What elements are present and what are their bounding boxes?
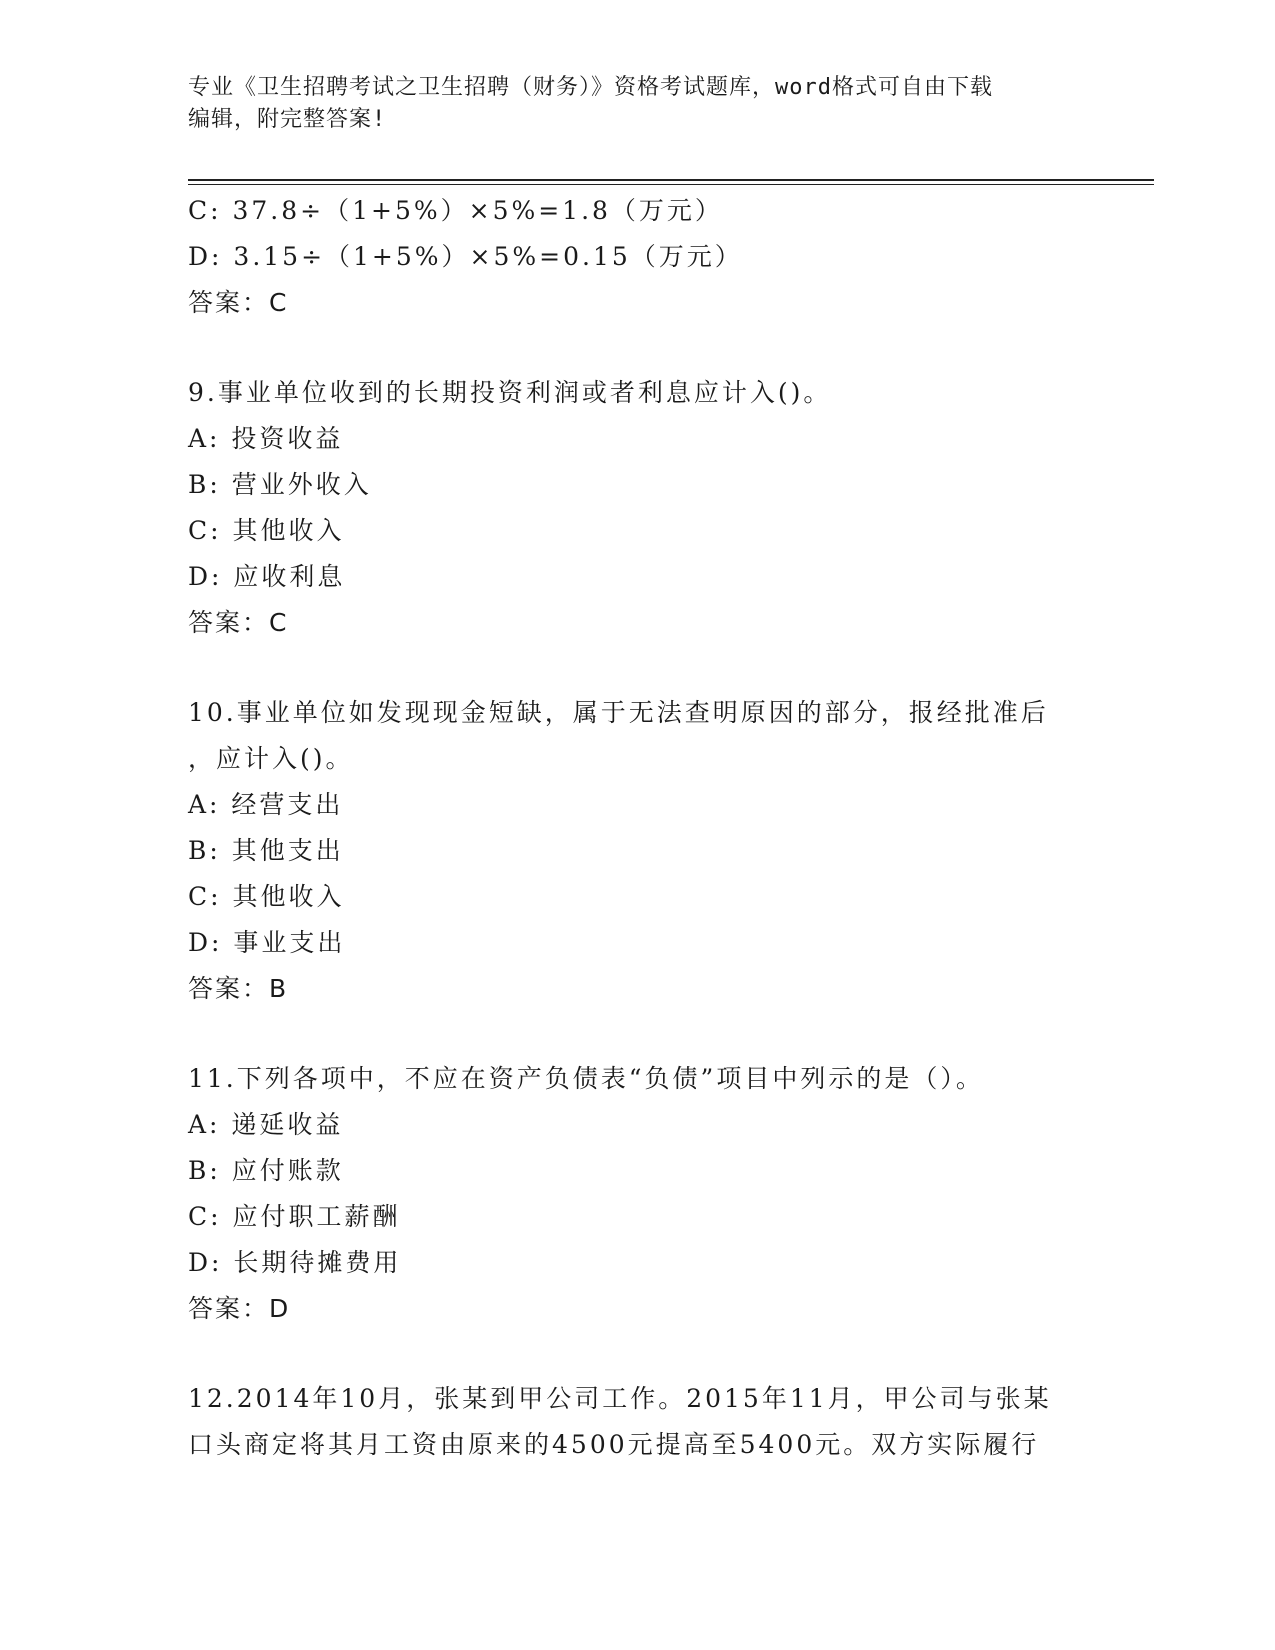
option-c: C: 其他收入 (188, 882, 345, 911)
question-12 (188, 1376, 1088, 1468)
option-c: C: 应付职工薪酬 (188, 1202, 401, 1231)
header-line-2: 编辑，附完整答案! (188, 107, 387, 132)
question-9 (188, 370, 1088, 646)
option-d: D: 事业支出 (188, 928, 346, 957)
previous-question-tail (188, 188, 1088, 326)
option-b: B: 应付账款 (188, 1156, 344, 1185)
question-stem: 12.2014年10月，张某到甲公司工作。2015年11月，甲公司与张某 (188, 1384, 1052, 1413)
option-c: C: 37.8÷（1+5%）×5%=1.8（万元） (188, 196, 723, 225)
option-d: D: 长期待摊费用 (188, 1248, 402, 1277)
question-11 (188, 1056, 1088, 1332)
option-b: B: 其他支出 (188, 836, 344, 865)
answer-line: 答案：C (188, 288, 289, 317)
option-c: C: 其他收入 (188, 516, 345, 545)
option-d: D: 应收利息 (188, 562, 346, 591)
option-a: A: 递延收益 (188, 1110, 344, 1139)
question-list (188, 188, 1088, 1468)
question-stem: 9.事业单位收到的长期投资利润或者利息应计入()。 (188, 378, 832, 407)
page-header (188, 72, 1068, 136)
question-10 (188, 690, 1088, 1012)
question-stem-continued: 口头商定将其月工资由原来的4500元提高至5400元。双方实际履行 (188, 1430, 1040, 1459)
answer-line: 答案：B (188, 974, 289, 1003)
option-d: D: 3.15÷（1+5%）×5%=0.15（万元） (188, 242, 743, 271)
answer-line: 答案：C (188, 608, 289, 637)
option-a: A: 经营支出 (188, 790, 344, 819)
option-b: B: 营业外收入 (188, 470, 372, 499)
question-stem: 11.下列各项中，不应在资产负债表“负债”项目中列示的是（）。 (188, 1064, 984, 1093)
header-line-1: 专业《卫生招聘考试之卫生招聘（财务）》资格考试题库，word格式可自由下载 (188, 75, 993, 100)
question-stem-continued: ，应计入()。 (188, 744, 354, 773)
header-divider (188, 179, 1154, 185)
option-a: A: 投资收益 (188, 424, 344, 453)
question-stem: 10.事业单位如发现现金短缺，属于无法查明原因的部分，报经批准后 (188, 698, 1049, 727)
answer-line: 答案：D (188, 1294, 291, 1323)
